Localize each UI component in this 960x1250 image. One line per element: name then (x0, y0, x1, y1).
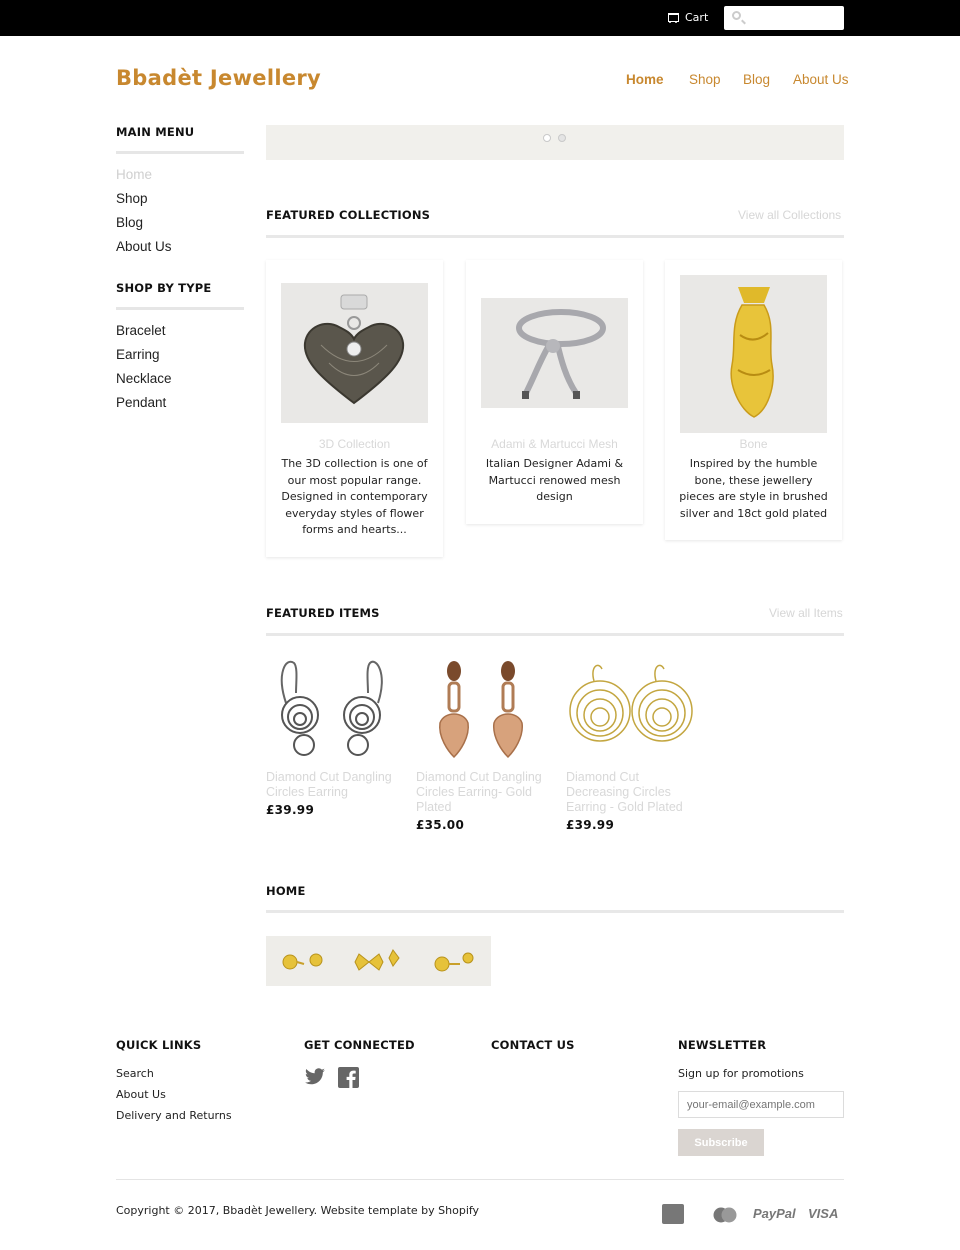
collection-card[interactable] (665, 260, 842, 540)
newsletter-text: Sign up for promotions (678, 1067, 804, 1080)
decreasing-circles-earring-icon (566, 653, 697, 764)
gold-dangling-earring-icon (416, 653, 547, 764)
dangling-circles-earring-icon (266, 653, 397, 764)
search-input[interactable] (746, 9, 840, 27)
nav-home[interactable]: Home (626, 72, 664, 87)
slideshow[interactable] (266, 125, 844, 160)
collection-image[interactable] (481, 298, 628, 408)
product-image[interactable] (416, 653, 547, 764)
facebook-icon[interactable] (338, 1067, 359, 1092)
product-title[interactable]: Diamond Cut Decreasing Circles Earring - Gold Plated (566, 770, 683, 814)
collection-image[interactable] (680, 275, 827, 433)
featured-items-heading: FEATURED ITEMS (266, 606, 380, 620)
get-connected-heading: GET CONNECTED (304, 1038, 415, 1052)
collection-description: Italian Designer Adami & Martucci renowed mesh design (485, 457, 624, 503)
paypal-icon: PayPal (753, 1206, 796, 1221)
divider (116, 307, 244, 310)
collection-card[interactable] (266, 260, 443, 557)
product-price: £39.99 (266, 803, 315, 817)
footer-link-search[interactable]: Search (116, 1067, 154, 1080)
collection-title[interactable]: Adami & Martucci Mesh (491, 437, 618, 451)
product-image[interactable] (266, 653, 397, 764)
email-field[interactable] (678, 1091, 844, 1118)
product-title[interactable]: Diamond Cut Dangling Circles Earring (266, 770, 392, 799)
bone-pendant-icon (680, 275, 827, 433)
heart-pendant-icon (281, 283, 428, 423)
footer-link-delivery-returns[interactable]: Delivery and Returns (116, 1109, 232, 1122)
sidebar-item-pendant[interactable]: Pendant (116, 395, 167, 410)
sidebar-item-shop[interactable]: Shop (116, 191, 148, 206)
sidebar-item-home[interactable]: Home (116, 167, 153, 182)
search-box[interactable] (724, 6, 844, 30)
sidebar-item-bracelet[interactable]: Bracelet (116, 323, 166, 338)
sidebar-item-necklace[interactable]: Necklace (116, 371, 172, 386)
cart-link[interactable] (666, 11, 708, 24)
cart-icon (666, 12, 679, 23)
slide-dot-2[interactable] (558, 134, 566, 142)
product-image[interactable] (566, 653, 697, 764)
nav-blog[interactable]: Blog (743, 72, 771, 87)
footer-link-about-us[interactable]: About Us (116, 1088, 166, 1101)
collection-description: The 3D collection is one of our most popular range. Designed in contemporary everyday styles of flower forms and hearts... (281, 457, 428, 536)
home-thumbnail[interactable] (266, 936, 341, 986)
subscribe-button[interactable]: Subscribe (678, 1129, 764, 1156)
copyright-text: Copyright © 2017, Bbadèt Jewellery. Website template by Shopify (116, 1204, 480, 1217)
twitter-icon[interactable] (304, 1068, 326, 1090)
newsletter-heading: NEWSLETTER (678, 1038, 767, 1052)
cart-label: Cart (685, 11, 709, 24)
divider (116, 151, 244, 154)
home-thumbnail[interactable] (341, 936, 416, 986)
home-thumbnail[interactable] (416, 936, 491, 986)
nav-about-us[interactable]: About Us (793, 72, 849, 87)
sidebar-item-about-us[interactable]: About Us (116, 239, 172, 254)
main-menu-heading: MAIN MENU (116, 125, 195, 139)
round-stud-icon (416, 936, 491, 986)
home-heading: HOME (266, 884, 306, 898)
mesh-bracelet-icon (481, 298, 628, 408)
shop-by-type-heading: SHOP BY TYPE (116, 281, 212, 295)
flower-stud-icon (266, 936, 341, 986)
top-bar (0, 0, 960, 36)
mastercard-icon (712, 1207, 738, 1223)
collection-card[interactable] (466, 260, 643, 524)
divider (116, 1179, 844, 1180)
divider (266, 235, 844, 238)
contact-us-heading: CONTACT US (491, 1038, 575, 1052)
divider (266, 910, 844, 913)
quick-links-heading: QUICK LINKS (116, 1038, 202, 1052)
visa-icon: VISA (808, 1206, 839, 1221)
collection-image[interactable] (281, 283, 428, 423)
collection-description: Inspired by the humble bone, these jewellery pieces are style in brushed silver and 18ct gold plated (679, 457, 828, 520)
product-title[interactable]: Diamond Cut Dangling Circles Earring- Gold Plated (416, 770, 542, 814)
search-icon (732, 11, 741, 20)
view-all-items-link[interactable]: View all Items (769, 606, 843, 620)
divider (266, 633, 844, 636)
butterfly-stud-icon (341, 936, 416, 986)
sidebar-item-earring[interactable]: Earring (116, 347, 160, 362)
slide-dot-1[interactable] (543, 134, 551, 142)
site-logo[interactable]: Bbadèt Jewellery (116, 66, 322, 90)
product-price: £35.00 (416, 818, 465, 832)
collection-title[interactable]: Bone (739, 437, 768, 451)
nav-shop[interactable]: Shop (689, 72, 721, 87)
featured-collections-heading: FEATURED COLLECTIONS (266, 208, 431, 222)
collection-title[interactable]: 3D Collection (318, 437, 391, 451)
product-price: £39.99 (566, 818, 615, 832)
amex-icon (662, 1204, 684, 1224)
view-all-collections-link[interactable]: View all Collections (738, 208, 842, 222)
sidebar-item-blog[interactable]: Blog (116, 215, 144, 230)
